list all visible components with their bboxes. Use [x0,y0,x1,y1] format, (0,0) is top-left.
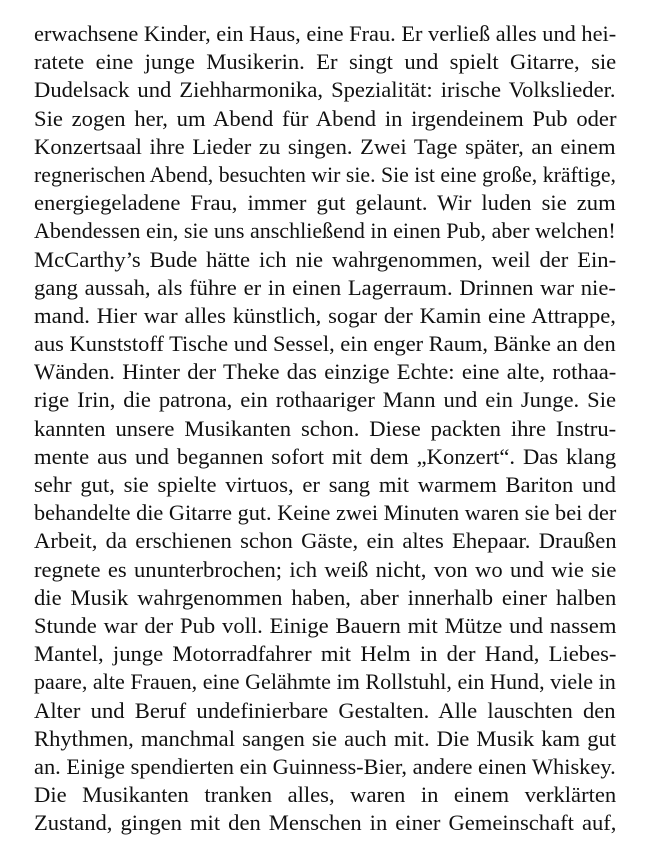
text-line: Arbeit, da erschienen schon Gäste, ein altes Ehepaar. Draußen [34,528,617,554]
text-line: behandelte die Gitarre gut. Keine zwei Minuten waren sie bei der [34,500,617,526]
text-line: gang aussah, als führe er in einen Lagerraum. Drinnen war nie- [34,274,616,300]
text-line: Wänden. Hinter der Theke das einzige Echte: eine alte, rothaa- [34,359,617,385]
text-line: Mantel, junge Motorradfahrer mit Helm in der Hand, Liebes- [34,641,617,667]
text-line: regnete es ununterbrochen; ich weiß nicht, von wo und wie sie [34,556,617,582]
text-line: Stunde war der Pub voll. Einige Bauern mit Mütze und nassem [34,612,617,638]
text-line: die Musik wahrgenommen haben, aber innerhalb einer halben [34,584,617,610]
text-line: Sie zogen her, um Abend für Abend in irgendeinem Pub oder [34,105,617,131]
text-line: kannten unsere Musikanten schon. Diese packten ihre Instru- [34,415,617,441]
text-line: erwachsene Kinder, ein Haus, eine Frau. Er verließ alles und hei- [34,21,617,46]
text-line: regnerischen Abend, besuchten wir sie. Sie ist eine große, kräftige, [34,161,616,187]
text-line: aus Kunststoff Tische und Sessel, ein enger Raum, Bänke an den [34,331,616,357]
text-line: rige Irin, die patrona, ein rothaariger Mann und ein Junge. Sie [34,387,617,413]
text-line: Zustand, gingen mit den Menschen in einer Gemeinschaft auf, [34,810,617,836]
text-line: Alter und Beruf undefinierbare Gestalten. Alle lauschten den [34,697,616,723]
text-line: sehr gut, sie spielte virtuos, er sang mit warmem Bariton und [34,472,616,497]
text-line: Die Musikanten tranken alles, waren in einem verklärten [34,782,617,808]
text-line: an. Einige spendierten ein Guinness-Bier, andere einen Whiskey. [34,753,616,779]
text-line: mand. Hier war alles künstlich, sogar der Kamin eine Attrappe, [34,302,616,328]
text-line: Rhythmen, manchmal sangen sie auch mit. Die Musik kam gut [34,725,617,751]
text-line: mente aus und begannen sofort mit dem „Konzert“. Das klang [34,443,617,469]
text-line: energiegeladene Frau, immer gut gelaunt. Wir luden sie zum [34,190,616,216]
text-page [34,20,616,837]
text-line: Abendessen ein, sie uns anschließend in einen Pub, aber welchen! [34,218,616,244]
text-line: McCarthy’s Bude hätte ich nie wahrgenommen, weil der Ein- [34,246,617,272]
text-line: Dudelsack und Ziehharmonika, Spezialität: irische Volkslieder. [34,77,616,103]
text-line: ratete eine junge Musikerin. Er singt und spielt Gitarre, sie [34,49,617,75]
text-line: paare, alte Frauen, eine Gelähmte im Rollstuhl, ein Hund, viele in [34,669,616,695]
text-line: Konzertsaal ihre Lieder zu singen. Zwei Tage später, an einem [34,133,616,159]
